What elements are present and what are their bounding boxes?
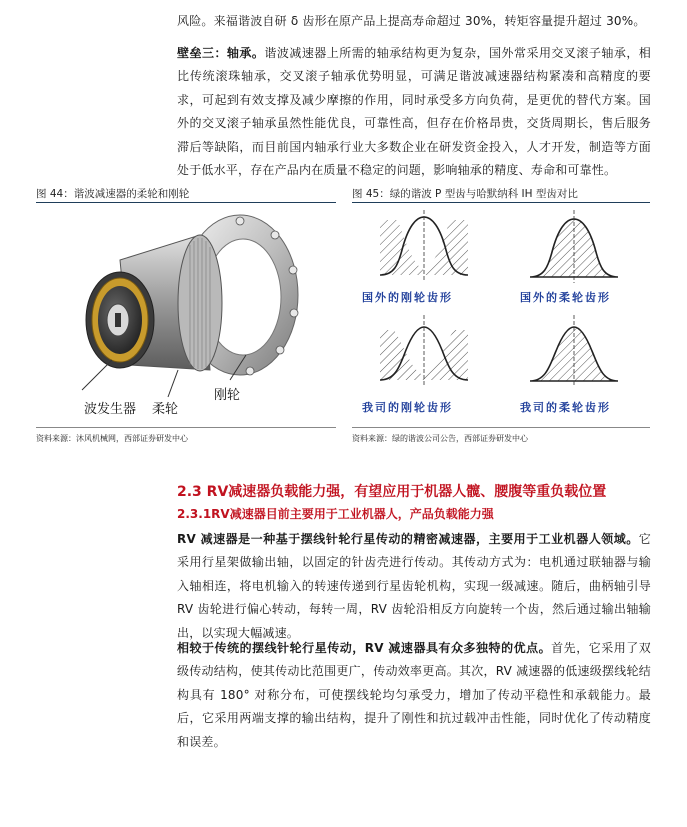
figure45-title: 图 45：绿的谐波 P 型齿与哈默纳科 IH 型齿对比 — [352, 188, 578, 200]
figure44-source-rule — [36, 427, 336, 428]
figure45-source-rule — [352, 427, 650, 428]
rv-paragraph-1-text: 它采用行星架做输出轴，以固定的针齿壳进行传动。其传动方式为：电机通过联轴器与输入轴相连，将电机输入的转速传递到行星齿轮机构，实现一级减速。随后，曲柄轴引导 RV 齿轮进行偏心转动，每转一周，RV 齿轮沿相反方向旋转一个齿，然后通过输出轴输出，以实现大幅减速。 — [177, 532, 651, 640]
barrier3-text: 谐波减速器上所需的轴承结构更为复杂，国外常采用交叉滚子轴承，相比传统滚珠轴承，交叉滚子轴承优势明显，可满足谐波减速器结构紧凑和高精度的要求，可起到有效支撑及减少摩擦的作用，同时承受多方向负荷，是更优的替代方案。国外的交叉滚子轴承虽然性能优良，可靠性高，但存在价格昂贵，交货周期长，售后服务滞后等缺陷，而目前国内轴承行业大多数企业在研发资金投入，人才开发，制造等方面处于低水平，存在产品内在质量不稳定的问题，影响轴承的精度、寿命和可靠性。 — [177, 46, 652, 178]
label-circular-spline: 刚轮 — [214, 388, 241, 403]
label-flexspline: 柔轮 — [152, 402, 179, 417]
figure44-title-rule — [36, 202, 336, 203]
wave-generator — [86, 272, 154, 368]
figure44-title: 图 44：谐波减速器的柔轮和刚轮 — [36, 188, 190, 200]
section-heading-2-3-1: 2.3.1RV减速器目前主要用于工业机器人，产品负载能力强 — [177, 507, 494, 521]
figure44-image — [60, 205, 330, 420]
figure45-image — [360, 205, 650, 420]
figure44-source: 资料来源：沐风机械网，西部证券研发中心 — [36, 434, 188, 443]
label-wave-generator: 波发生器 — [84, 402, 137, 417]
barrier3-paragraph — [177, 42, 651, 182]
rv-paragraph-2 — [177, 637, 651, 754]
section-heading-2-3: 2.3 RV减速器负载能力强，有望应用于机器人髋、腰腹等重负载位置 — [177, 484, 607, 500]
intro-text: 风险。来福谐波自研 δ 齿形在原产品上提高寿命超过 30%，转矩容量提升超过 30%。 — [177, 14, 646, 28]
label-foreign-flex: 国外的柔轮齿形 — [520, 291, 611, 304]
tooth-our-circular — [380, 315, 468, 385]
label-our-circular: 我司的刚轮齿形 — [362, 401, 453, 414]
label-foreign-circular: 国外的刚轮齿形 — [362, 291, 453, 304]
tooth-foreign-circular — [380, 210, 468, 280]
rv-paragraph-1-lead: RV 减速器是一种基于摆线针轮行星传动的精密减速器，主要用于工业机器人领域。 — [177, 532, 639, 546]
tooth-foreign-flex — [530, 210, 618, 283]
tooth-our-flex — [530, 315, 618, 387]
figure45-source: 资料来源：绿的谐波公司公告，西部证券研发中心 — [352, 434, 528, 443]
rv-paragraph-2-lead: 相较于传统的摆线针轮行星传动，RV 减速器具有众多独特的优点。 — [177, 641, 552, 655]
rv-paragraph-2-text: 首先，它采用了双级传动结构，使其传动比范围更广，传动效率更高。其次，RV 减速器的低速级摆线轮结构具有 180° 对称分布，可使摆线轮均匀承受力，增加了传动平稳性和承载能力。最后，它采用两端支撑的输出结构，提升了刚性和抗过载冲击性能，同时优化了传动精度和误差。 — [177, 641, 651, 749]
barrier3-lead: 壁垒三：轴承。 — [177, 46, 265, 60]
label-our-flex: 我司的柔轮齿形 — [520, 401, 611, 414]
intro-paragraph — [177, 10, 651, 33]
figure45-title-rule — [352, 202, 650, 203]
rv-paragraph-1 — [177, 528, 651, 645]
